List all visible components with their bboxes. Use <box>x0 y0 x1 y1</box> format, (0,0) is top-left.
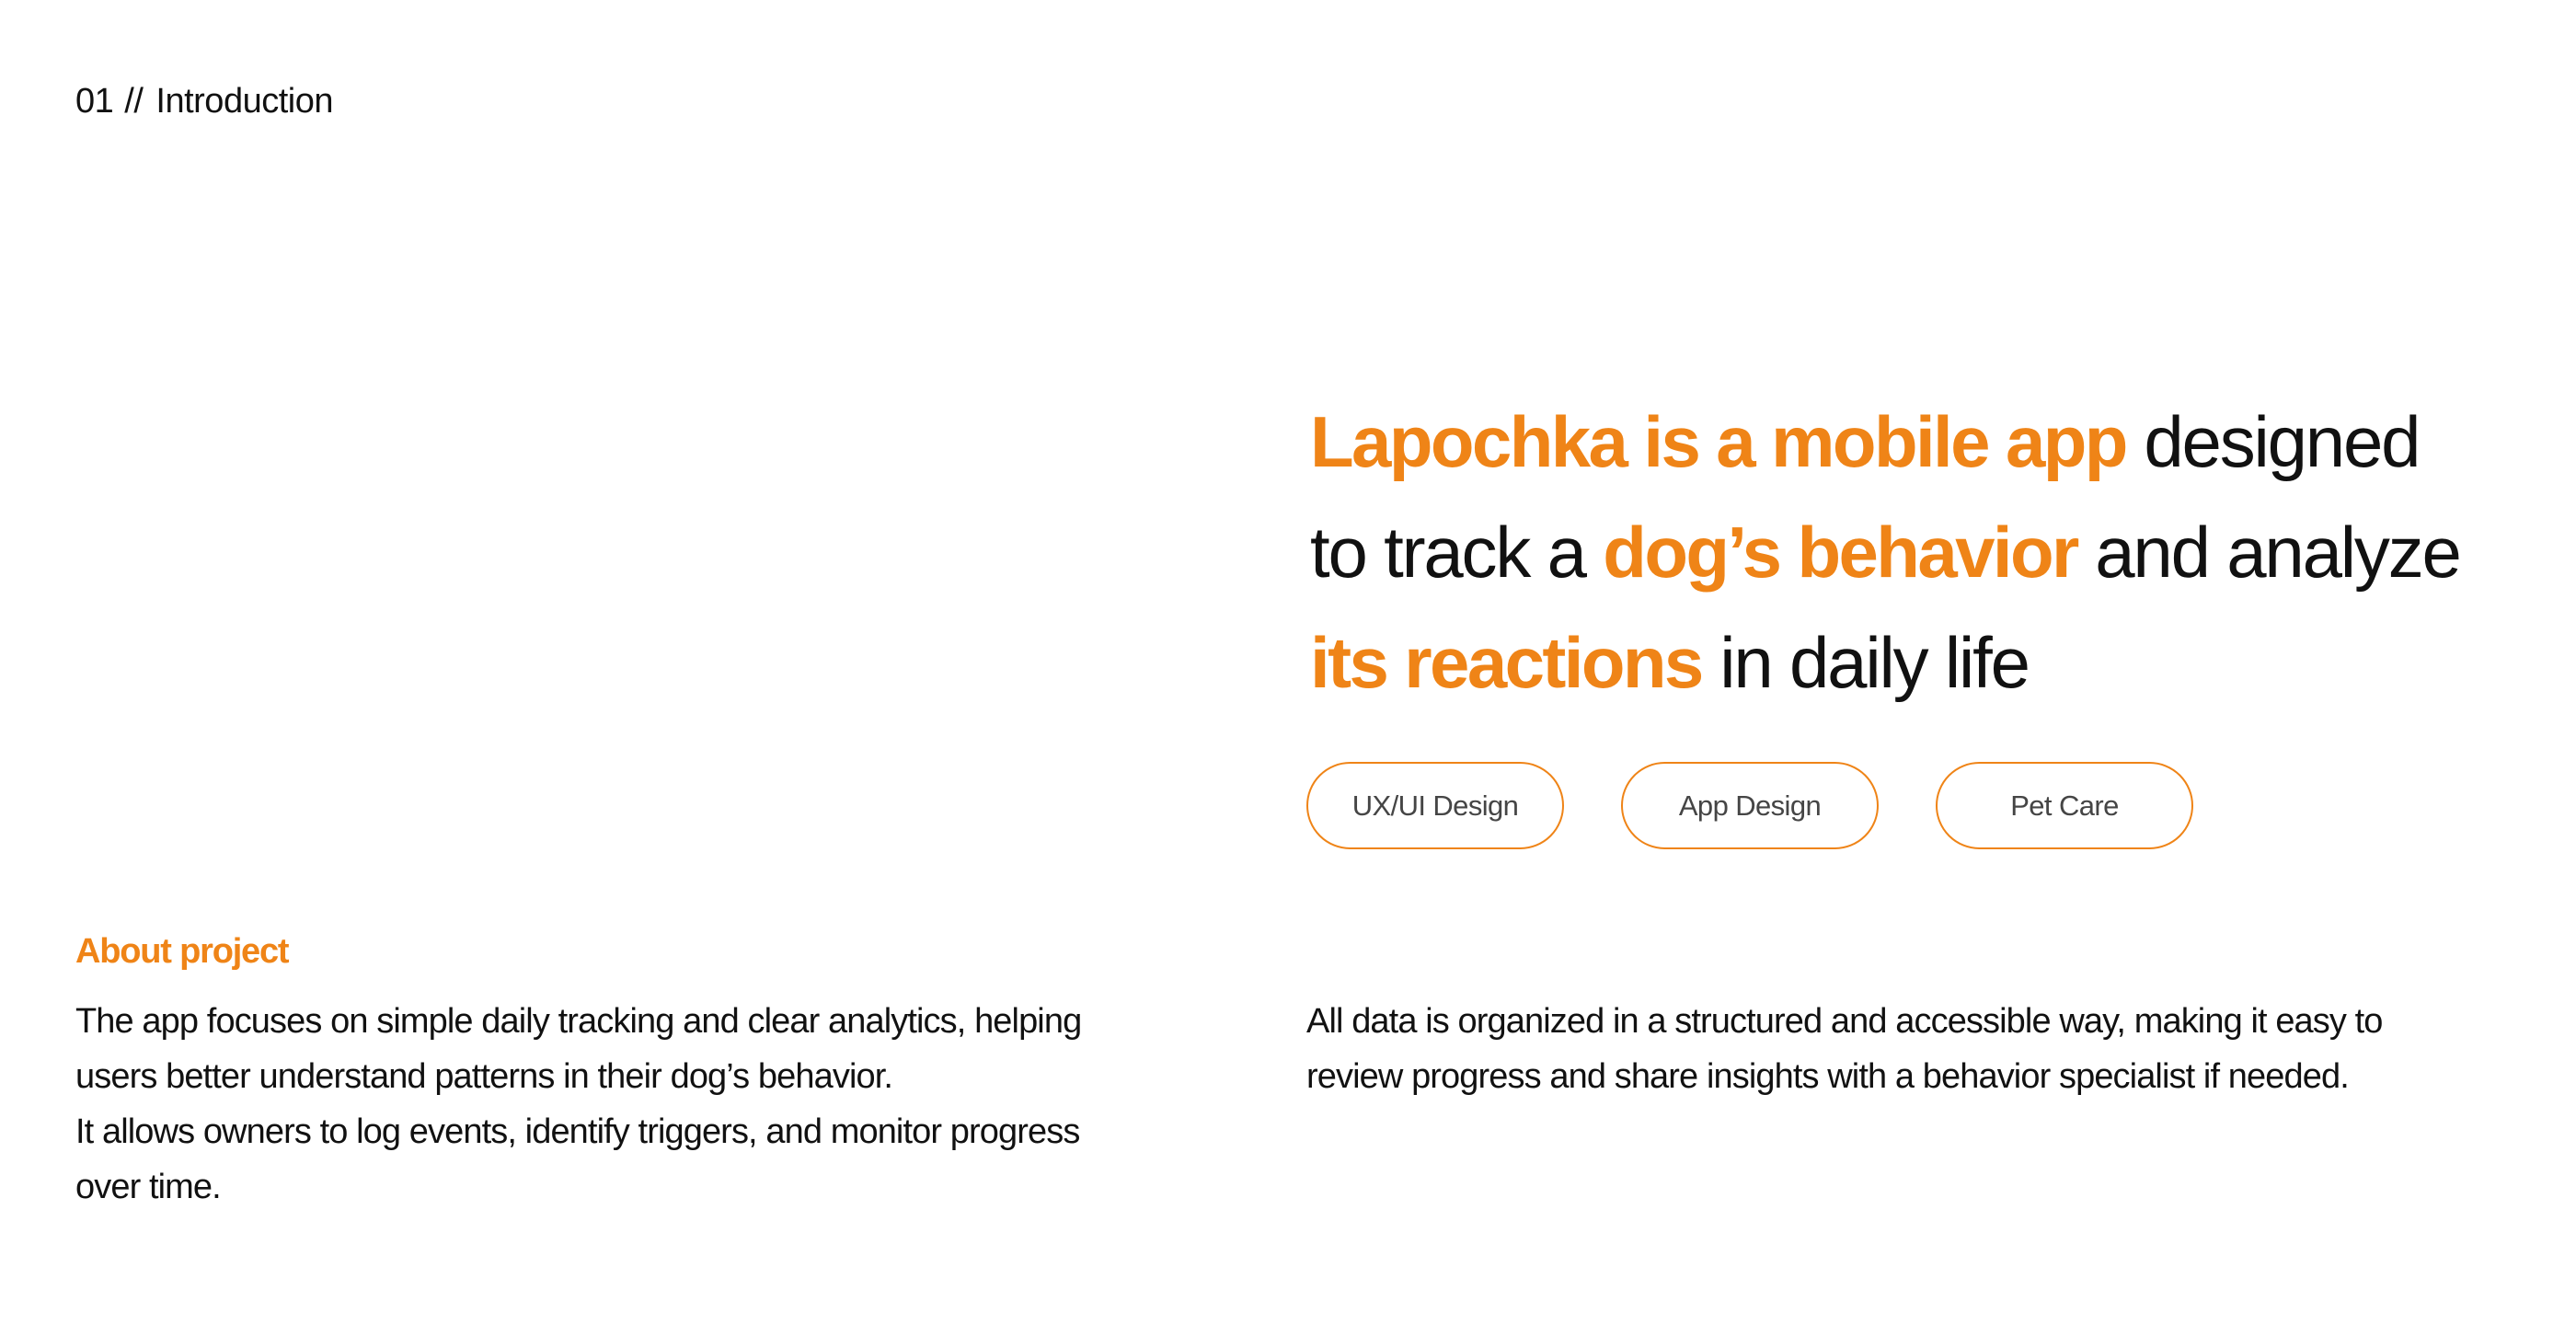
headline-text: in daily life <box>1701 622 2029 703</box>
paragraph-line: users better understand patterns in their dog’s behavior. <box>75 1057 893 1096</box>
headline-text: designed <box>2125 401 2420 482</box>
paragraph-line: over time. <box>75 1168 221 1206</box>
headline <box>1310 386 2460 718</box>
tag-label: UX/UI Design <box>1351 789 1519 822</box>
tag-pet-care[interactable] <box>1936 762 2193 849</box>
headline-highlight: dog’s behavior <box>1603 512 2077 593</box>
headline-text: and analyze <box>2076 512 2460 593</box>
tag-app-design[interactable] <box>1621 762 1879 849</box>
section-label <box>75 81 333 121</box>
paragraph-line: review progress and share insights with a behavior specialist if needed. <box>1306 1057 2349 1096</box>
section-separator: // <box>124 82 144 121</box>
headline-line-2 <box>1310 497 2460 607</box>
tag-ux-ui-design[interactable] <box>1306 762 1564 849</box>
about-paragraph-right <box>1306 994 2383 1104</box>
headline-line-3 <box>1310 607 2460 718</box>
headline-highlight: its reactions <box>1310 622 1702 703</box>
tag-list <box>1306 762 2193 849</box>
tag-label: Pet Care <box>2010 789 2119 822</box>
about-title: About project <box>75 932 289 971</box>
paragraph-line: It allows owners to log events, identify triggers, and monitor progress <box>75 1112 1080 1151</box>
headline-line-1 <box>1310 386 2460 497</box>
section-title: Introduction <box>155 82 333 121</box>
paragraph-line: All data is organized in a structured and accessible way, making it easy to <box>1306 1002 2383 1041</box>
headline-highlight: Lapochka is a mobile app <box>1310 401 2126 482</box>
about-paragraph-left <box>75 994 1081 1215</box>
paragraph-line: The app focuses on simple daily tracking and clear analytics, helping <box>75 1002 1082 1041</box>
tag-label: App Design <box>1678 789 1822 822</box>
section-number: 01 <box>75 82 114 121</box>
headline-text: to track a <box>1310 512 1604 593</box>
